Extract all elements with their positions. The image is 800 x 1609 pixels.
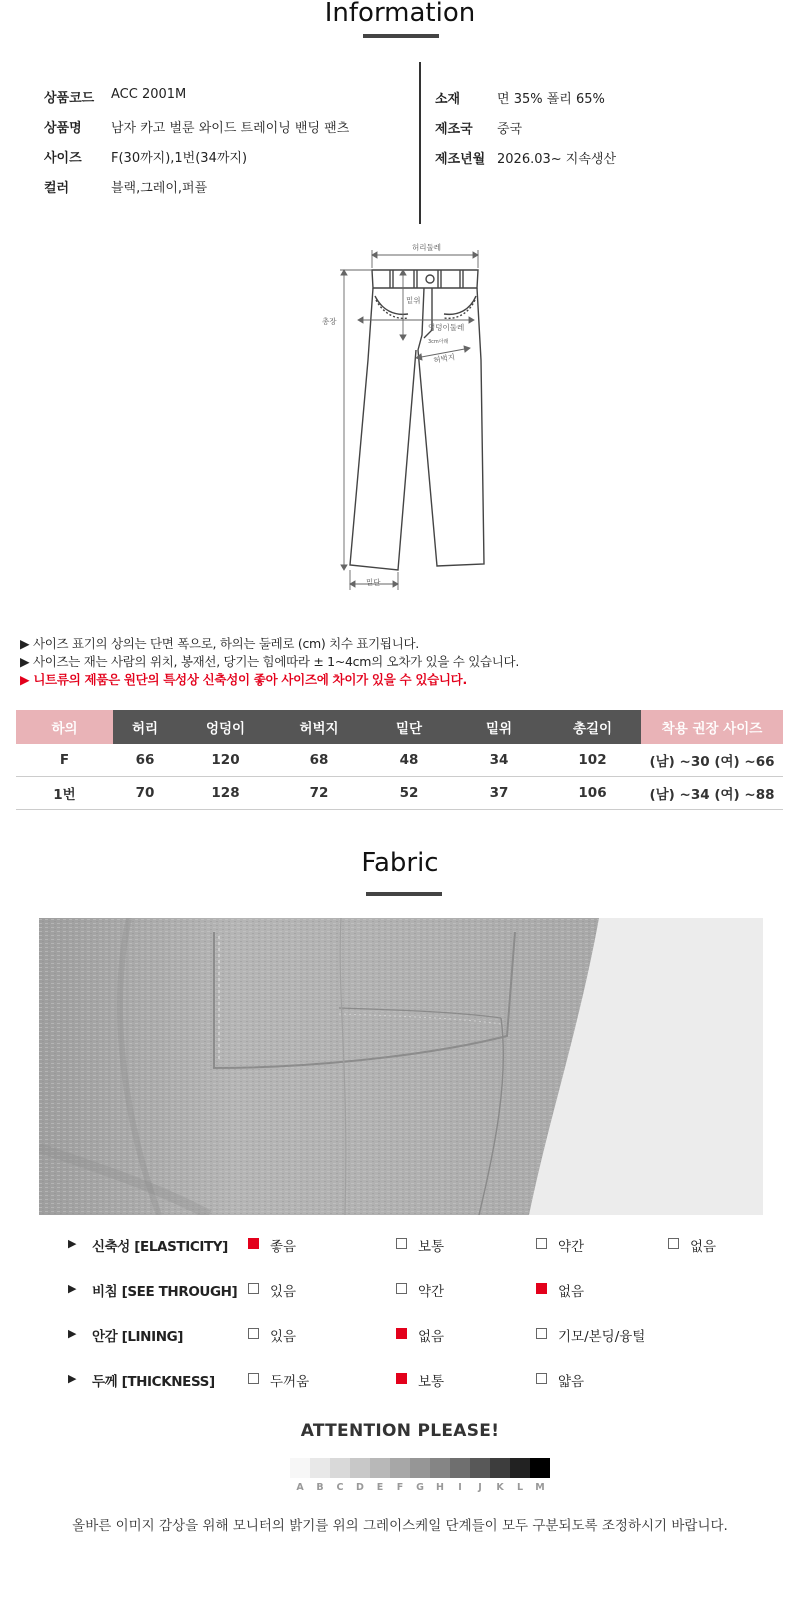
checkbox-icon <box>396 1283 407 1294</box>
size-cell: 34 <box>454 744 544 777</box>
info-value: 블랙,그레이,퍼플 <box>111 181 208 196</box>
property-see-through: ▶ 비침 [SEE THROUGH] 있음 약간 없음 <box>68 1282 585 1300</box>
size-header-cell: 밑단 <box>364 710 454 744</box>
triangle-right-icon: ▶ <box>68 1372 77 1385</box>
size-cell: 68 <box>274 744 364 777</box>
size-header-cell: 하의 <box>16 710 113 744</box>
size-header-cell: 밑위 <box>454 710 544 744</box>
info-value: F(30까지),1번(34까지) <box>111 151 248 166</box>
property-label: 신축성 [ELASTICITY] <box>92 1239 228 1255</box>
grayscale-letter: I <box>458 1482 462 1493</box>
size-cell: F <box>16 744 113 777</box>
size-cell: 102 <box>544 744 641 777</box>
checkbox-icon <box>396 1238 407 1249</box>
grayscale-step <box>430 1458 450 1478</box>
grayscale-step <box>330 1458 350 1478</box>
grayscale-letter: L <box>516 1482 524 1493</box>
checkbox-icon <box>536 1238 547 1249</box>
info-title-underline <box>363 34 439 38</box>
info-key: 사이즈 <box>44 151 82 166</box>
grayscale-step <box>470 1458 490 1478</box>
grayscale-step <box>310 1458 330 1478</box>
grayscale-letter: E <box>376 1482 384 1493</box>
info-key: 제조국 <box>435 122 473 137</box>
diagram-label-thigh: 허벅지 <box>432 352 456 365</box>
fabric-photo <box>39 918 763 1215</box>
diagram-label-hem: 밑단 <box>366 578 381 587</box>
size-table-header <box>16 710 783 744</box>
diagram-label-length: 총장 <box>322 317 337 326</box>
size-note: ▶ 사이즈는 재는 사람의 위치, 봉재선, 당기는 힘에따라 ± 1~4cm의 오차가 있을 수 있습니다. <box>20 654 519 669</box>
diagram-label-waist: 허리둘레 <box>412 243 441 252</box>
size-header-cell: 엉덩이 <box>177 710 274 744</box>
size-table <box>16 710 783 810</box>
grayscale-letter: J <box>478 1482 482 1493</box>
grayscale-step <box>370 1458 390 1478</box>
size-cell: (남) ~34 (여) ~88 <box>641 777 783 810</box>
info-value: 면 35% 폴리 65% <box>497 92 605 107</box>
info-key: 컬러 <box>44 181 70 196</box>
size-cell: 1번 <box>16 777 113 810</box>
grayscale-letter: G <box>416 1482 424 1493</box>
size-cell: 106 <box>544 777 641 810</box>
size-cell: 52 <box>364 777 454 810</box>
property-thickness: ▶ 두께 [THICKNESS] 두꺼움 보통 얇음 <box>68 1372 585 1390</box>
attention-title: ATTENTION PLEASE! <box>300 1421 500 1441</box>
checkbox-icon <box>536 1328 547 1339</box>
grayscale-letter: K <box>496 1482 504 1493</box>
triangle-right-icon: ▶ <box>68 1282 77 1295</box>
info-key: 제조년월 <box>435 152 486 167</box>
diagram-label-thigh-offset: 3cm아래 <box>428 339 449 345</box>
grayscale-step <box>350 1458 370 1478</box>
fabric-title: Fabric <box>361 848 439 878</box>
diagram-label-hip: 엉덩이둘레 <box>428 323 465 332</box>
property-label: 두께 [THICKNESS] <box>92 1374 215 1390</box>
grayscale-step <box>490 1458 510 1478</box>
info-value: 중국 <box>497 122 523 137</box>
property-lining: ▶ 안감 [LINING] 있음 없음 기모/본딩/융털 <box>68 1327 646 1345</box>
size-header-cell: 착용 권장 사이즈 <box>641 710 783 744</box>
size-header-cell: 허벅지 <box>274 710 364 744</box>
grayscale-letter: D <box>356 1482 364 1493</box>
info-key: 상품명 <box>44 121 82 136</box>
size-header-cell: 총길이 <box>544 710 641 744</box>
info-value: 2026.03~ 지속생산 <box>497 152 617 167</box>
checkbox-icon <box>248 1283 259 1294</box>
checked-box-icon <box>396 1328 407 1339</box>
info-divider <box>419 62 421 224</box>
info-value: 남자 카고 벌룬 와이드 트레이닝 밴딩 팬츠 <box>111 121 350 136</box>
size-cell: 128 <box>177 777 274 810</box>
size-cell: 72 <box>274 777 364 810</box>
grayscale-step <box>410 1458 430 1478</box>
size-cell: 66 <box>113 744 177 777</box>
grayscale-letter: H <box>436 1482 444 1493</box>
grayscale-letter: M <box>535 1482 545 1493</box>
grayscale-letter: C <box>336 1482 344 1493</box>
table-row <box>16 744 783 777</box>
info-key: 소재 <box>435 92 461 107</box>
info-value: ACC 2001M <box>111 87 187 102</box>
property-label: 안감 [LINING] <box>92 1329 184 1345</box>
checkbox-icon <box>536 1373 547 1384</box>
property-elasticity: ▶ 신축성 [ELASTICITY] 좋음 보통 약간 없음 <box>68 1237 717 1255</box>
grayscale-step <box>390 1458 410 1478</box>
size-cell: 70 <box>113 777 177 810</box>
size-note-warning: ▶ 니트류의 제품은 원단의 특성상 신축성이 좋아 사이즈에 차이가 있을 수 있습니다. <box>20 672 467 687</box>
size-cell: 48 <box>364 744 454 777</box>
grayscale-step <box>290 1458 310 1478</box>
checkbox-icon <box>248 1328 259 1339</box>
grayscale-letter: F <box>396 1482 404 1493</box>
grayscale-letter: A <box>296 1482 304 1493</box>
fabric-title-underline <box>366 892 442 896</box>
checked-box-icon <box>248 1238 259 1249</box>
checked-box-icon <box>536 1283 547 1294</box>
attention-message: 올바른 이미지 감상을 위해 모니터의 밝기를 위의 그레이스케일 단계들이 모두 구분되도록 조정하시기 바랍니다. <box>72 1518 728 1534</box>
info-title: Information <box>324 0 476 28</box>
checkbox-icon <box>668 1238 679 1249</box>
grayscale-letter: B <box>316 1482 324 1493</box>
checked-box-icon <box>396 1373 407 1384</box>
grayscale-step <box>510 1458 530 1478</box>
grayscale-step <box>530 1458 550 1478</box>
diagram-label-rise: 밑위 <box>406 296 421 305</box>
grayscale-step <box>450 1458 470 1478</box>
size-cell: (남) ~30 (여) ~66 <box>641 744 783 777</box>
info-key: 상품코드 <box>44 91 95 106</box>
size-cell: 37 <box>454 777 544 810</box>
size-cell: 120 <box>177 744 274 777</box>
pants-measurement-diagram <box>320 240 500 595</box>
triangle-right-icon: ▶ <box>68 1327 77 1340</box>
size-note: ▶ 사이즈 표기의 상의는 단면 폭으로, 하의는 둘레로 (cm) 치수 표기됩니다. <box>20 636 419 651</box>
table-row <box>16 777 783 810</box>
size-header-cell: 허리 <box>113 710 177 744</box>
property-label: 비침 [SEE THROUGH] <box>92 1284 238 1300</box>
triangle-right-icon: ▶ <box>68 1237 77 1250</box>
checkbox-icon <box>248 1373 259 1384</box>
